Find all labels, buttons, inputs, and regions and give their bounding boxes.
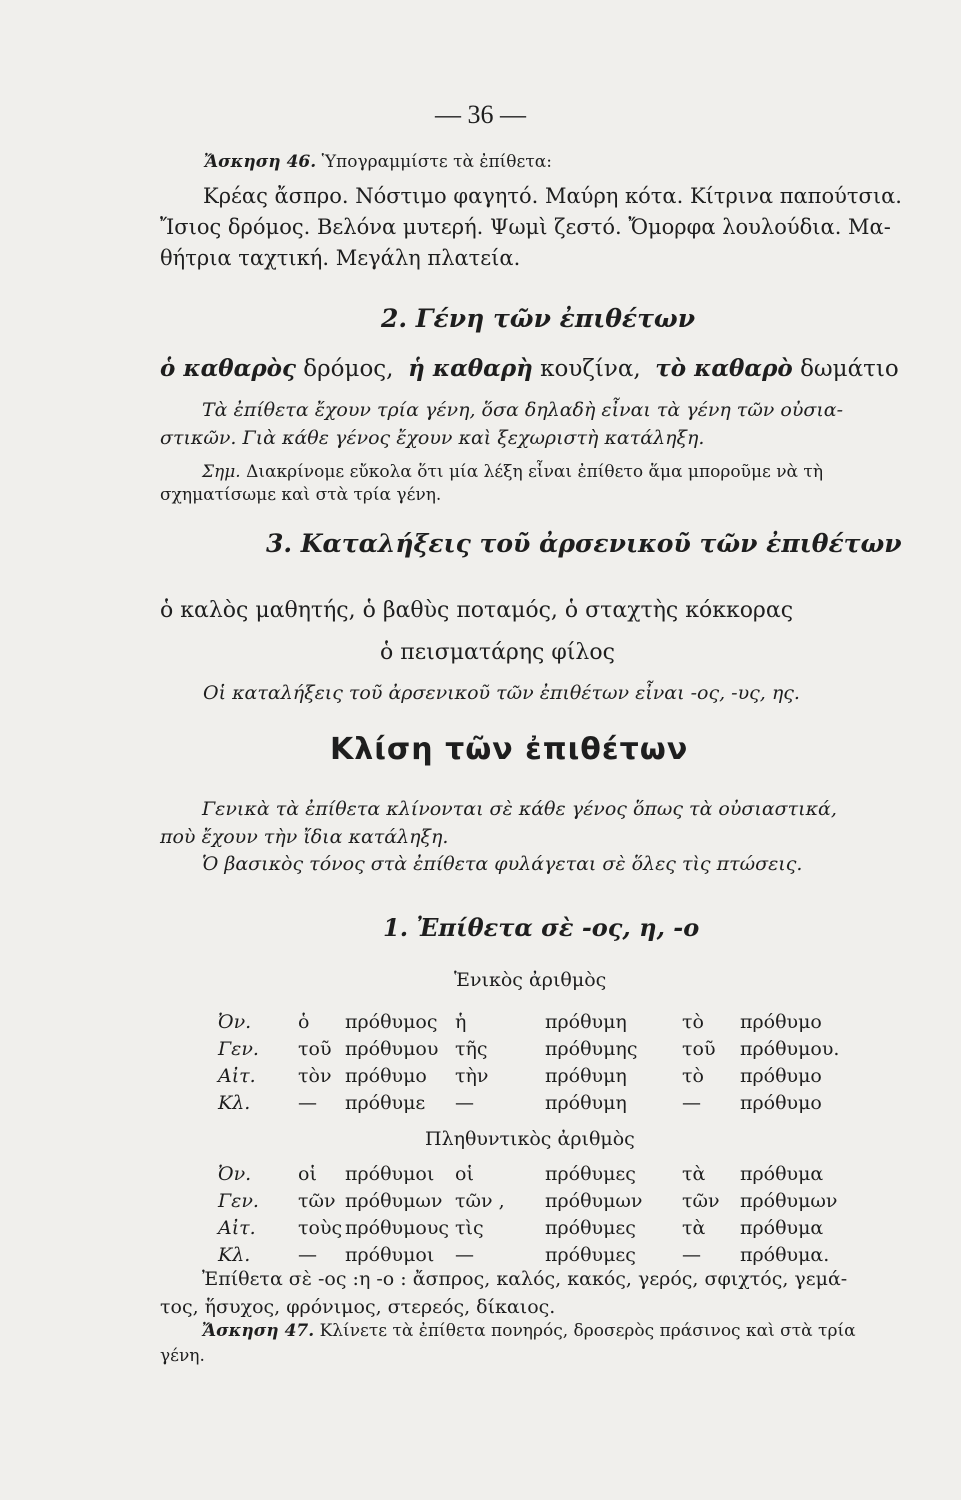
declension-heading: Κλίση τῶν ἐπιθέτων [330,732,689,767]
article-neut: τὰ [682,1163,706,1185]
section-3-heading: 3. Καταλήξεις τοῦ ἀρσενικοῦ τῶν ἐπιθέτων [266,529,902,558]
declension-text-line-2: ποὺ ἔχουν τὴν ἴδια κατάληξη. [160,826,449,848]
section-2-heading: 2. Γένη τῶν ἐπιθέτων [381,304,696,333]
article-masc: τοῦ [298,1038,332,1060]
example-adjective-masculine: ὁ καθαρὸς [160,355,296,382]
singular-title: Ἑνικὸς ἀριθμὸς [454,969,607,991]
case-label: Κλ. [218,1244,251,1266]
article-neut: τὰ [682,1217,706,1239]
article-fem: οἱ [455,1163,474,1185]
form-masc: πρόθυμε [345,1092,426,1114]
exercise-46-line-1: Κρέας ἄσπρο. Νόστιμο φαγητό. Μαύρη κότα. Κίτρινα παπούτσια. [203,184,902,208]
form-masc: πρόθυμο [345,1065,427,1087]
article-neut: — [682,1092,701,1114]
article-neut: τῶν [682,1190,720,1212]
example-noun-neuter: δωμάτιο [800,356,899,382]
page-number: — 36 — [435,100,526,129]
form-masc: πρόθυμος [345,1011,438,1033]
exercise-47-text: Κλίνετε τὰ ἐπίθετα πονηρός, δροσερὸς πράσινος καὶ στὰ τρία [319,1321,856,1341]
article-fem: — [455,1244,474,1266]
exercise-46-line-2: Ἴσιος δρόμος. Βελόνα μυτερή. Ψωμὶ ζεστό. Ὄμορφα λουλούδια. Μα- [160,215,891,239]
article-fem: τὶς [455,1217,484,1239]
article-neut: — [682,1244,701,1266]
section-3-rule: Οἱ καταλήξεις τοῦ ἀρσενικοῦ τῶν ἐπιθέτων εἶναι -ος, -υς, ης. [203,682,800,704]
section-2-note-line-2: σχηματίσωμε καὶ στὰ τρία γένη. [160,485,442,505]
form-masc: πρόθυμου [345,1038,439,1060]
example-noun-feminine: κουζίνα, [540,356,641,382]
case-label: Αἰτ. [218,1217,256,1239]
article-fem: — [455,1092,474,1114]
article-masc: — [298,1092,317,1114]
form-fem: πρόθυμη [545,1011,627,1033]
adjective-examples-line-1: Ἐπίθετα σὲ -ος :η -ο : ἄσπρος, καλός, κακός, γερός, σφιχτός, γεμά- [202,1268,848,1290]
section-2-examples [160,355,899,382]
declension-text-line-3: Ὁ βασικὸς τόνος στὰ ἐπίθετα φυλάγεται σὲ ὅλες τὶς πτώσεις. [202,853,803,875]
exercise-46-line-3: θήτρια ταχτική. Μεγάλη πλατεία. [160,246,521,270]
form-neut: πρόθυμο [740,1065,822,1087]
form-neut: πρόθυμα. [740,1244,830,1266]
form-masc: πρόθυμους [345,1217,450,1239]
case-label: Ὀν. [218,1011,252,1033]
exercise-47-line-1 [202,1321,856,1341]
article-masc: οἱ [298,1163,317,1185]
article-neut: τὸ [682,1011,704,1033]
form-neut: πρόθυμα [740,1163,824,1185]
section-3-examples-line-2: ὁ πεισματάρης φίλος [380,640,615,665]
form-fem: πρόθυμες [545,1163,636,1185]
form-masc: πρόθυμων [345,1190,443,1212]
article-masc: τῶν [298,1190,336,1212]
form-fem: πρόθυμη [545,1092,627,1114]
example-noun-masculine: δρόμος, [303,356,394,382]
case-label: Γεν. [218,1190,259,1212]
exercise-47-line-2: γένη. [160,1346,205,1366]
case-label: Αἰτ. [218,1065,256,1087]
exercise-46-label: Ἄσκηση 46. [204,152,317,172]
form-fem: πρόθυμη [545,1065,627,1087]
form-masc: πρόθυμοι [345,1163,435,1185]
article-masc: τὸν [298,1065,332,1087]
form-neut: πρόθυμα [740,1217,824,1239]
example-adjective-feminine: ἡ καθαρὴ [408,355,533,382]
section-2-note-line-1 [202,462,823,482]
exercise-47-label: Ἄσκηση 47. [202,1321,315,1341]
form-neut: πρόθυμο [740,1011,822,1033]
declension-text-line-1: Γενικὰ τὰ ἐπίθετα κλίνονται σὲ κάθε γένος ὅπως τὰ οὐσιαστικά, [202,798,837,820]
article-fem: τὴν [455,1065,489,1087]
article-fem: ἡ [455,1011,467,1033]
section-2-rule-line-1: Τὰ ἐπίθετα ἔχουν τρία γένη, ὅσα δηλαδὴ εἶναι τὰ γένη τῶν οὐσια- [202,399,844,421]
case-label: Κλ. [218,1092,251,1114]
note-text: Διακρίνομε εὔκολα ὅτι μία λέξη εἶναι ἐπίθετο ἅμα μποροῦμε νὰ τὴ [246,462,824,482]
form-neut: πρόθυμο [740,1092,822,1114]
section-3-examples-line-1: ὁ καλὸς μαθητής, ὁ βαθὺς ποταμός, ὁ σταχτὴς κόκκορας [160,598,794,623]
article-masc: — [298,1244,317,1266]
exercise-46-instruction: Ὑπογραμμίστε τὰ ἐπίθετα: [321,152,552,172]
subsection-1-heading: 1. Ἐπίθετα σὲ -ος, η, -ο [383,913,700,942]
article-neut: τοῦ [682,1038,716,1060]
article-fem: τῶν , [455,1190,505,1212]
form-fem: πρόθυμων [545,1190,643,1212]
article-masc: τοὺς [298,1217,343,1239]
section-2-rule-line-2: στικῶν. Γιὰ κάθε γένος ἔχουν καὶ ξεχωριστὴ κατάληξη. [160,427,705,449]
plural-title: Πληθυντικὸς ἀριθμὸς [425,1128,635,1150]
example-adjective-neuter: τὸ καθαρὸ [655,355,793,382]
article-neut: τὸ [682,1065,704,1087]
adjective-examples-line-2: τος, ἥσυχος, φρόνιμος, στερεός, δίκαιος. [160,1296,556,1318]
form-fem: πρόθυμες [545,1244,636,1266]
case-label: Γεν. [218,1038,259,1060]
form-fem: πρόθυμης [545,1038,638,1060]
note-label: Σημ. [202,462,241,482]
form-neut: πρόθυμου. [740,1038,840,1060]
exercise-46-header [204,152,552,172]
case-label: Ὀν. [218,1163,252,1185]
form-neut: πρόθυμων [740,1190,838,1212]
article-fem: τῆς [455,1038,488,1060]
article-masc: ὁ [298,1011,310,1033]
form-masc: πρόθυμοι [345,1244,435,1266]
form-fem: πρόθυμες [545,1217,636,1239]
